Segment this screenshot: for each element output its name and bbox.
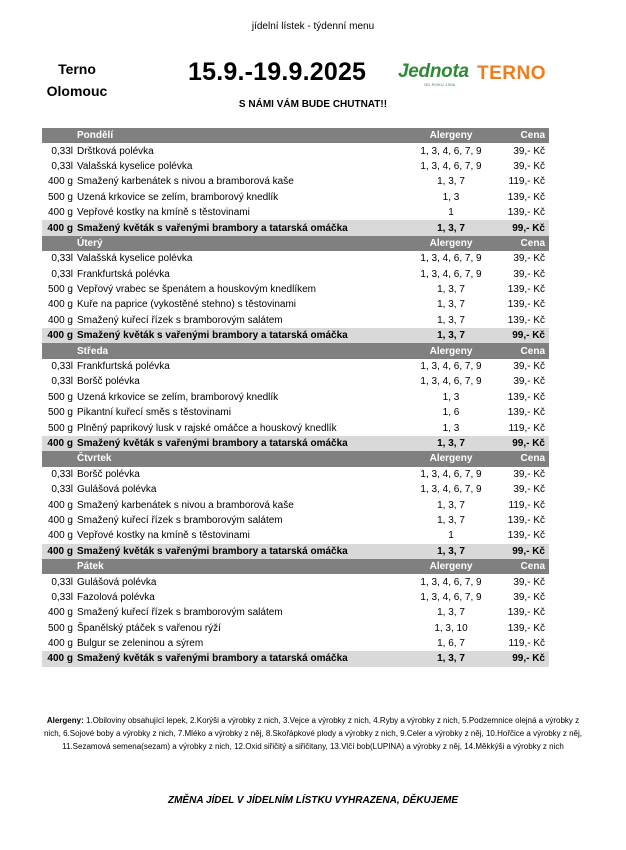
special-item-row <box>42 436 549 451</box>
special-item-quantity: 400 g <box>42 328 75 343</box>
day-header-row <box>42 236 549 251</box>
day-header-spacer <box>42 559 75 574</box>
menu-item-row <box>42 143 549 158</box>
jednota-logo-subtitle: OD ROKU 1908 <box>424 82 456 87</box>
menu-dates: 15.9.-19.9.2025 <box>188 58 367 86</box>
special-item-allergens: 1, 3, 7 <box>406 328 496 343</box>
menu-item-allergens: 1, 3, 7 <box>437 284 465 296</box>
day-name: Pondělí <box>75 128 406 143</box>
price-column-header: Cena <box>496 128 549 143</box>
menu-item-quantity: 500 g <box>47 191 73 203</box>
day-name: Pátek <box>75 559 406 574</box>
menu-item-allergens: 1, 3, 7 <box>437 607 465 619</box>
menu-item-price: 139,- Kč <box>507 299 545 311</box>
menu-item-row <box>42 636 549 651</box>
price-column-header: Cena <box>496 343 549 358</box>
menu-item-row <box>42 497 549 512</box>
menu-item-row <box>42 574 549 589</box>
menu-item-allergens: 1, 3, 4, 6, 7, 9 <box>420 361 482 373</box>
menu-item-name: Fazolová polévka <box>77 591 155 603</box>
menu-item-price: 119,- Kč <box>508 499 545 511</box>
menu-item-allergens: 1 <box>448 207 454 219</box>
allergens-column-header: Alergeny <box>406 236 496 251</box>
menu-item-price: 39,- Kč <box>513 484 545 496</box>
menu-item-quantity: 400 g <box>47 176 73 188</box>
menu-item-name: Frankfurtská polévka <box>77 361 170 373</box>
menu-item-name: Smažený kuřecí řízek s bramborovým salátem <box>77 514 283 526</box>
day-header-row <box>42 559 549 574</box>
menu-item-allergens: 1, 6, 7 <box>437 638 465 650</box>
menu-item-name: Španělský ptáček s vařenou rýží <box>77 622 221 634</box>
menu-item-allergens: 1, 3, 4, 6, 7, 9 <box>420 576 482 588</box>
menu-item-row <box>42 251 549 266</box>
menu-item-price: 119,- Kč <box>508 638 545 650</box>
menu-item-row <box>42 159 549 174</box>
menu-item-row <box>42 621 549 636</box>
menu-item-price: 119,- Kč <box>508 176 545 188</box>
allergens-note-text: 1.Obiloviny obsahující lepek, 2.Korýši a výrobky z nich, 3.Vejce a výrobky z nich, 4.Ryby a výrobky z nich, 5.Podzemnice olejná a výrobky z nich, 6.Sojové boby a výrobky z nich, 7.Mléko a výrobky z něj, 8.Skořápkové plody a výrobky z nich, 9.Celer a výrobky z něj, 10.Hořčice a výrobky z něj, 11.Sezamová semena(sezam) a výrobky z nich, 12.Oxid siřičitý a siřičitany, 13.Vlčí bob(LUPINA) a výrobky z něj, 14.Měkkýši a výrobky z nich <box>43 716 583 751</box>
menu-item-row <box>42 297 549 312</box>
price-column-header: Cena <box>496 559 549 574</box>
menu-item-price: 139,- Kč <box>507 314 545 326</box>
menu-item-name: Smažený kuřecí řízek s bramborovým salátem <box>77 314 283 326</box>
special-item-name: Smažený květák s vařenými brambory a tatarská omáčka <box>75 544 406 559</box>
menu-item-quantity: 0,33l <box>51 591 73 603</box>
menu-item-allergens: 1, 3, 4, 6, 7, 9 <box>420 484 482 496</box>
weekly-menu-table <box>42 128 549 667</box>
special-item-row <box>42 328 549 343</box>
menu-item-quantity: 0,33l <box>51 484 73 496</box>
menu-item-row <box>42 405 549 420</box>
special-item-allergens: 1, 3, 7 <box>406 544 496 559</box>
day-header-spacer <box>42 343 75 358</box>
menu-item-quantity: 500 g <box>47 622 73 634</box>
menu-item-quantity: 0,33l <box>51 468 73 480</box>
menu-item-row <box>42 282 549 297</box>
menu-item-price: 139,- Kč <box>507 284 545 296</box>
menu-item-row <box>42 482 549 497</box>
day-header-row <box>42 343 549 358</box>
price-column-header: Cena <box>496 236 549 251</box>
special-item-row <box>42 220 549 235</box>
menu-item-allergens: 1, 3, 7 <box>437 499 465 511</box>
allergens-note <box>42 714 584 753</box>
menu-item-quantity: 400 g <box>47 607 73 619</box>
menu-item-name: Gulášová polévka <box>77 576 157 588</box>
day-header-row <box>42 451 549 466</box>
price-column-header: Cena <box>496 451 549 466</box>
allergens-note-label: Alergeny: <box>46 716 84 725</box>
menu-item-row <box>42 420 549 435</box>
menu-item-quantity: 500 g <box>47 391 73 403</box>
day-header-row <box>42 128 549 143</box>
menu-item-allergens: 1, 3 <box>442 422 460 434</box>
menu-item-quantity: 0,33l <box>51 576 73 588</box>
menu-item-quantity: 0,33l <box>51 145 73 157</box>
menu-item-quantity: 400 g <box>47 499 73 511</box>
menu-item-name: Boršč polévka <box>77 376 140 388</box>
day-name: Úterý <box>75 236 406 251</box>
menu-item-allergens: 1, 6 <box>442 407 460 419</box>
special-item-price: 99,- Kč <box>496 651 549 666</box>
menu-item-row <box>42 513 549 528</box>
menu-item-price: 139,- Kč <box>507 514 545 526</box>
menu-item-name: Smažený karbenátek s nivou a bramborová kaše <box>77 499 294 511</box>
menu-item-row <box>42 205 549 220</box>
menu-item-name: Pikantní kuřecí směs s těstovinami <box>77 407 231 419</box>
menu-item-quantity: 400 g <box>47 530 73 542</box>
special-item-quantity: 400 g <box>42 220 75 235</box>
menu-item-price: 139,- Kč <box>507 407 545 419</box>
menu-item-quantity: 0,33l <box>51 376 73 388</box>
menu-item-allergens: 1, 3, 7 <box>437 314 465 326</box>
day-name: Středa <box>75 343 406 358</box>
menu-item-allergens: 1, 3, 4, 6, 7, 9 <box>420 160 482 172</box>
menu-item-name: Smažený kuřecí řízek s bramborovým salátem <box>77 607 283 619</box>
menu-item-row <box>42 267 549 282</box>
menu-item-name: Valašská kyselice polévka <box>77 160 193 172</box>
special-item-quantity: 400 g <box>42 651 75 666</box>
jednota-logo <box>398 63 468 89</box>
special-item-price: 99,- Kč <box>496 436 549 451</box>
allergens-column-header: Alergeny <box>406 559 496 574</box>
menu-item-price: 139,- Kč <box>507 391 545 403</box>
menu-item-quantity: 0,33l <box>51 361 73 373</box>
menu-item-name: Smažený karbenátek s nivou a bramborová kaše <box>77 176 294 188</box>
day-header-spacer <box>42 236 75 251</box>
menu-item-price: 119,- Kč <box>508 422 545 434</box>
menu-item-quantity: 500 g <box>47 284 73 296</box>
menu-item-quantity: 500 g <box>47 407 73 419</box>
menu-item-allergens: 1, 3, 4, 6, 7, 9 <box>420 268 482 280</box>
special-item-price: 99,- Kč <box>496 220 549 235</box>
footer-notice: ZMĚNA JÍDEL V JÍDELNÍM LÍSTKU VYHRAZENA, DĚKUJEME <box>167 795 459 806</box>
special-item-quantity: 400 g <box>42 436 75 451</box>
menu-item-quantity: 500 g <box>47 422 73 434</box>
menu-item-price: 39,- Kč <box>513 376 545 388</box>
special-item-name: Smažený květák s vařenými brambory a tatarská omáčka <box>75 436 406 451</box>
menu-item-row <box>42 190 549 205</box>
menu-item-allergens: 1, 3, 7 <box>437 176 465 188</box>
menu-item-row <box>42 390 549 405</box>
menu-item-allergens: 1, 3 <box>442 191 460 203</box>
jednota-logo-text: Jednota <box>398 61 469 82</box>
special-item-allergens: 1, 3, 7 <box>406 436 496 451</box>
menu-item-price: 39,- Kč <box>513 253 545 265</box>
menu-item-allergens: 1 <box>448 530 454 542</box>
menu-item-allergens: 1, 3 <box>442 391 460 403</box>
location <box>40 58 114 102</box>
menu-item-price: 39,- Kč <box>513 576 545 588</box>
menu-item-quantity: 400 g <box>47 207 73 219</box>
menu-item-allergens: 1, 3, 10 <box>434 622 468 634</box>
location-region: Olomouc <box>46 83 108 99</box>
menu-item-row <box>42 590 549 605</box>
special-item-quantity: 400 g <box>42 544 75 559</box>
terno-logo: TERNO <box>477 63 546 84</box>
menu-item-quantity: 0,33l <box>51 253 73 265</box>
menu-item-allergens: 1, 3, 4, 6, 7, 9 <box>420 591 482 603</box>
day-header-spacer <box>42 451 75 466</box>
menu-item-price: 139,- Kč <box>507 207 545 219</box>
allergens-column-header: Alergeny <box>406 128 496 143</box>
special-item-price: 99,- Kč <box>496 328 549 343</box>
menu-item-name: Uzená krkovice se zelím, bramborový knedlík <box>77 391 279 403</box>
menu-item-name: Valašská kyselice polévka <box>77 253 193 265</box>
special-item-name: Smažený květák s vařenými brambory a tatarská omáčka <box>75 651 406 666</box>
special-item-name: Smažený květák s vařenými brambory a tatarská omáčka <box>75 328 406 343</box>
menu-item-allergens: 1, 3, 4, 6, 7, 9 <box>420 468 482 480</box>
allergens-column-header: Alergeny <box>406 343 496 358</box>
menu-item-row <box>42 605 549 620</box>
menu-item-name: Vepřové kostky na kmíně s těstovinami <box>77 207 250 219</box>
special-item-row <box>42 544 549 559</box>
menu-item-row <box>42 174 549 189</box>
special-item-price: 99,- Kč <box>496 544 549 559</box>
menu-item-allergens: 1, 3, 7 <box>437 514 465 526</box>
menu-item-price: 39,- Kč <box>513 468 545 480</box>
allergens-column-header: Alergeny <box>406 451 496 466</box>
special-item-row <box>42 651 549 666</box>
menu-item-price: 139,- Kč <box>507 607 545 619</box>
day-name: Čtvrtek <box>75 451 406 466</box>
special-item-name: Smažený květák s vařenými brambory a tatarská omáčka <box>75 220 406 235</box>
menu-item-row <box>42 359 549 374</box>
menu-item-name: Vepřový vrabec se špenátem a houskovým knedlíkem <box>77 284 317 296</box>
menu-item-name: Vepřové kostky na kmíně s těstovinami <box>77 530 250 542</box>
special-item-allergens: 1, 3, 7 <box>406 220 496 235</box>
menu-item-allergens: 1, 3, 4, 6, 7, 9 <box>420 145 482 157</box>
menu-item-name: Drštková polévka <box>77 145 154 157</box>
menu-item-price: 39,- Kč <box>513 591 545 603</box>
menu-item-name: Kuře na paprice (vykostěné stehno) s těstovinami <box>77 299 296 311</box>
special-item-allergens: 1, 3, 7 <box>406 651 496 666</box>
location-city: Terno <box>58 61 96 77</box>
menu-item-quantity: 400 g <box>47 514 73 526</box>
menu-item-name: Bulgur se zeleninou a sýrem <box>77 638 204 650</box>
menu-item-price: 39,- Kč <box>513 268 545 280</box>
menu-item-name: Frankfurtská polévka <box>77 268 170 280</box>
menu-item-price: 139,- Kč <box>507 191 545 203</box>
menu-item-allergens: 1, 3, 4, 6, 7, 9 <box>420 253 482 265</box>
menu-item-quantity: 400 g <box>47 314 73 326</box>
menu-item-quantity: 400 g <box>47 638 73 650</box>
day-header-spacer <box>42 128 75 143</box>
menu-item-row <box>42 374 549 389</box>
menu-item-price: 39,- Kč <box>513 361 545 373</box>
menu-item-row <box>42 528 549 543</box>
menu-item-price: 139,- Kč <box>507 530 545 542</box>
menu-item-row <box>42 467 549 482</box>
menu-item-name: Uzená krkovice se zelím, bramborový knedlík <box>77 191 279 203</box>
menu-item-allergens: 1, 3, 4, 6, 7, 9 <box>420 376 482 388</box>
document-title: jídelní lístek - týdenní menu <box>251 21 375 32</box>
menu-item-row <box>42 313 549 328</box>
menu-item-quantity: 0,33l <box>51 268 73 280</box>
menu-item-price: 39,- Kč <box>513 160 545 172</box>
menu-item-price: 139,- Kč <box>507 622 545 634</box>
menu-item-quantity: 400 g <box>47 299 73 311</box>
menu-item-name: Boršč polévka <box>77 468 140 480</box>
menu-item-quantity: 0,33l <box>51 160 73 172</box>
menu-item-name: Plněný paprikový lusk v rajské omáčce a houskový knedlík <box>77 422 337 434</box>
tagline: S NÁMI VÁM BUDE CHUTNAT!! <box>238 99 388 110</box>
menu-item-name: Gulášová polévka <box>77 484 157 496</box>
menu-item-price: 39,- Kč <box>513 145 545 157</box>
menu-item-allergens: 1, 3, 7 <box>437 299 465 311</box>
